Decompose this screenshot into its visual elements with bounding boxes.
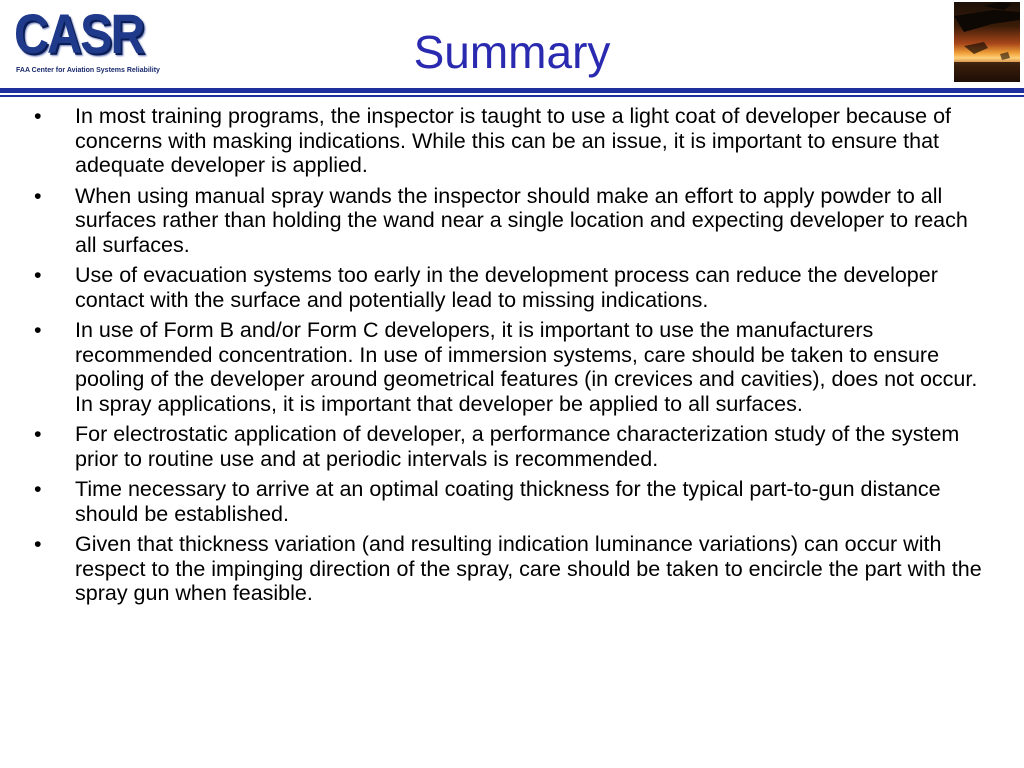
bullet-text: When using manual spray wands the inspector should make an effort to apply powder to all surfaces rather than holding the wand near a single location and expecting developer to reach all surfaces. [75,183,968,257]
bullet-mark: • [34,532,42,556]
bullet-list [0,104,1024,612]
bullet-item [0,422,1024,471]
bullet-item [0,263,1024,312]
bullet-text: Time necessary to arrive at an optimal coating thickness for the typical part-to-gun distance should be established. [75,477,941,526]
bullet-text: Use of evacuation systems too early in the development process can reduce the developer contact with the surface and potentially lead to missing indications. [75,263,938,312]
header-photo [954,2,1020,82]
bullet-text: For electrostatic application of developer, a performance characterization study of the system prior to routine use and at periodic intervals is recommended. [75,422,960,471]
logo-subtitle: FAA Center for Aviation Systems Reliability [16,67,160,74]
bullet-mark: • [34,183,42,208]
header-rule-thin [0,95,1024,97]
bullet-item [0,104,1024,178]
bullet-text: In use of Form B and/or Form C developers, it is important to use the manufacturers recommended concentration. In use of immersion systems, care should be taken to ensure pooling of the developer around geometrical features (in crevices and cavities), does not occur. In spray applications, it is important that developer be applied to all surfaces. [75,318,978,416]
header-rule [0,88,1024,93]
bullet-item [0,477,1024,526]
bullet-mark: • [34,318,42,342]
bullet-mark: • [34,263,42,287]
bullet-item [0,532,1024,606]
bullet-mark: • [34,422,42,446]
bullet-mark: • [34,104,42,128]
page-title: Summary [413,26,611,78]
logo-wordmark: CASR [14,2,144,65]
airplane-silhouette-icon [954,2,1020,82]
bullet-text: Given that thickness variation (and resulting indication luminance variations) can occur with respect to the impinging direction of the spray, care should be taken to encircle the part with the spray gun when feasible. [75,532,982,605]
bullet-text: In most training programs, the inspector is taught to use a light coat of developer because of concerns with masking indications. While this can be an issue, it is important to ensure that adequate developer is applied. [75,104,952,177]
bullet-mark: • [34,477,42,501]
bullet-item [0,184,1024,258]
bullet-item [0,318,1024,416]
